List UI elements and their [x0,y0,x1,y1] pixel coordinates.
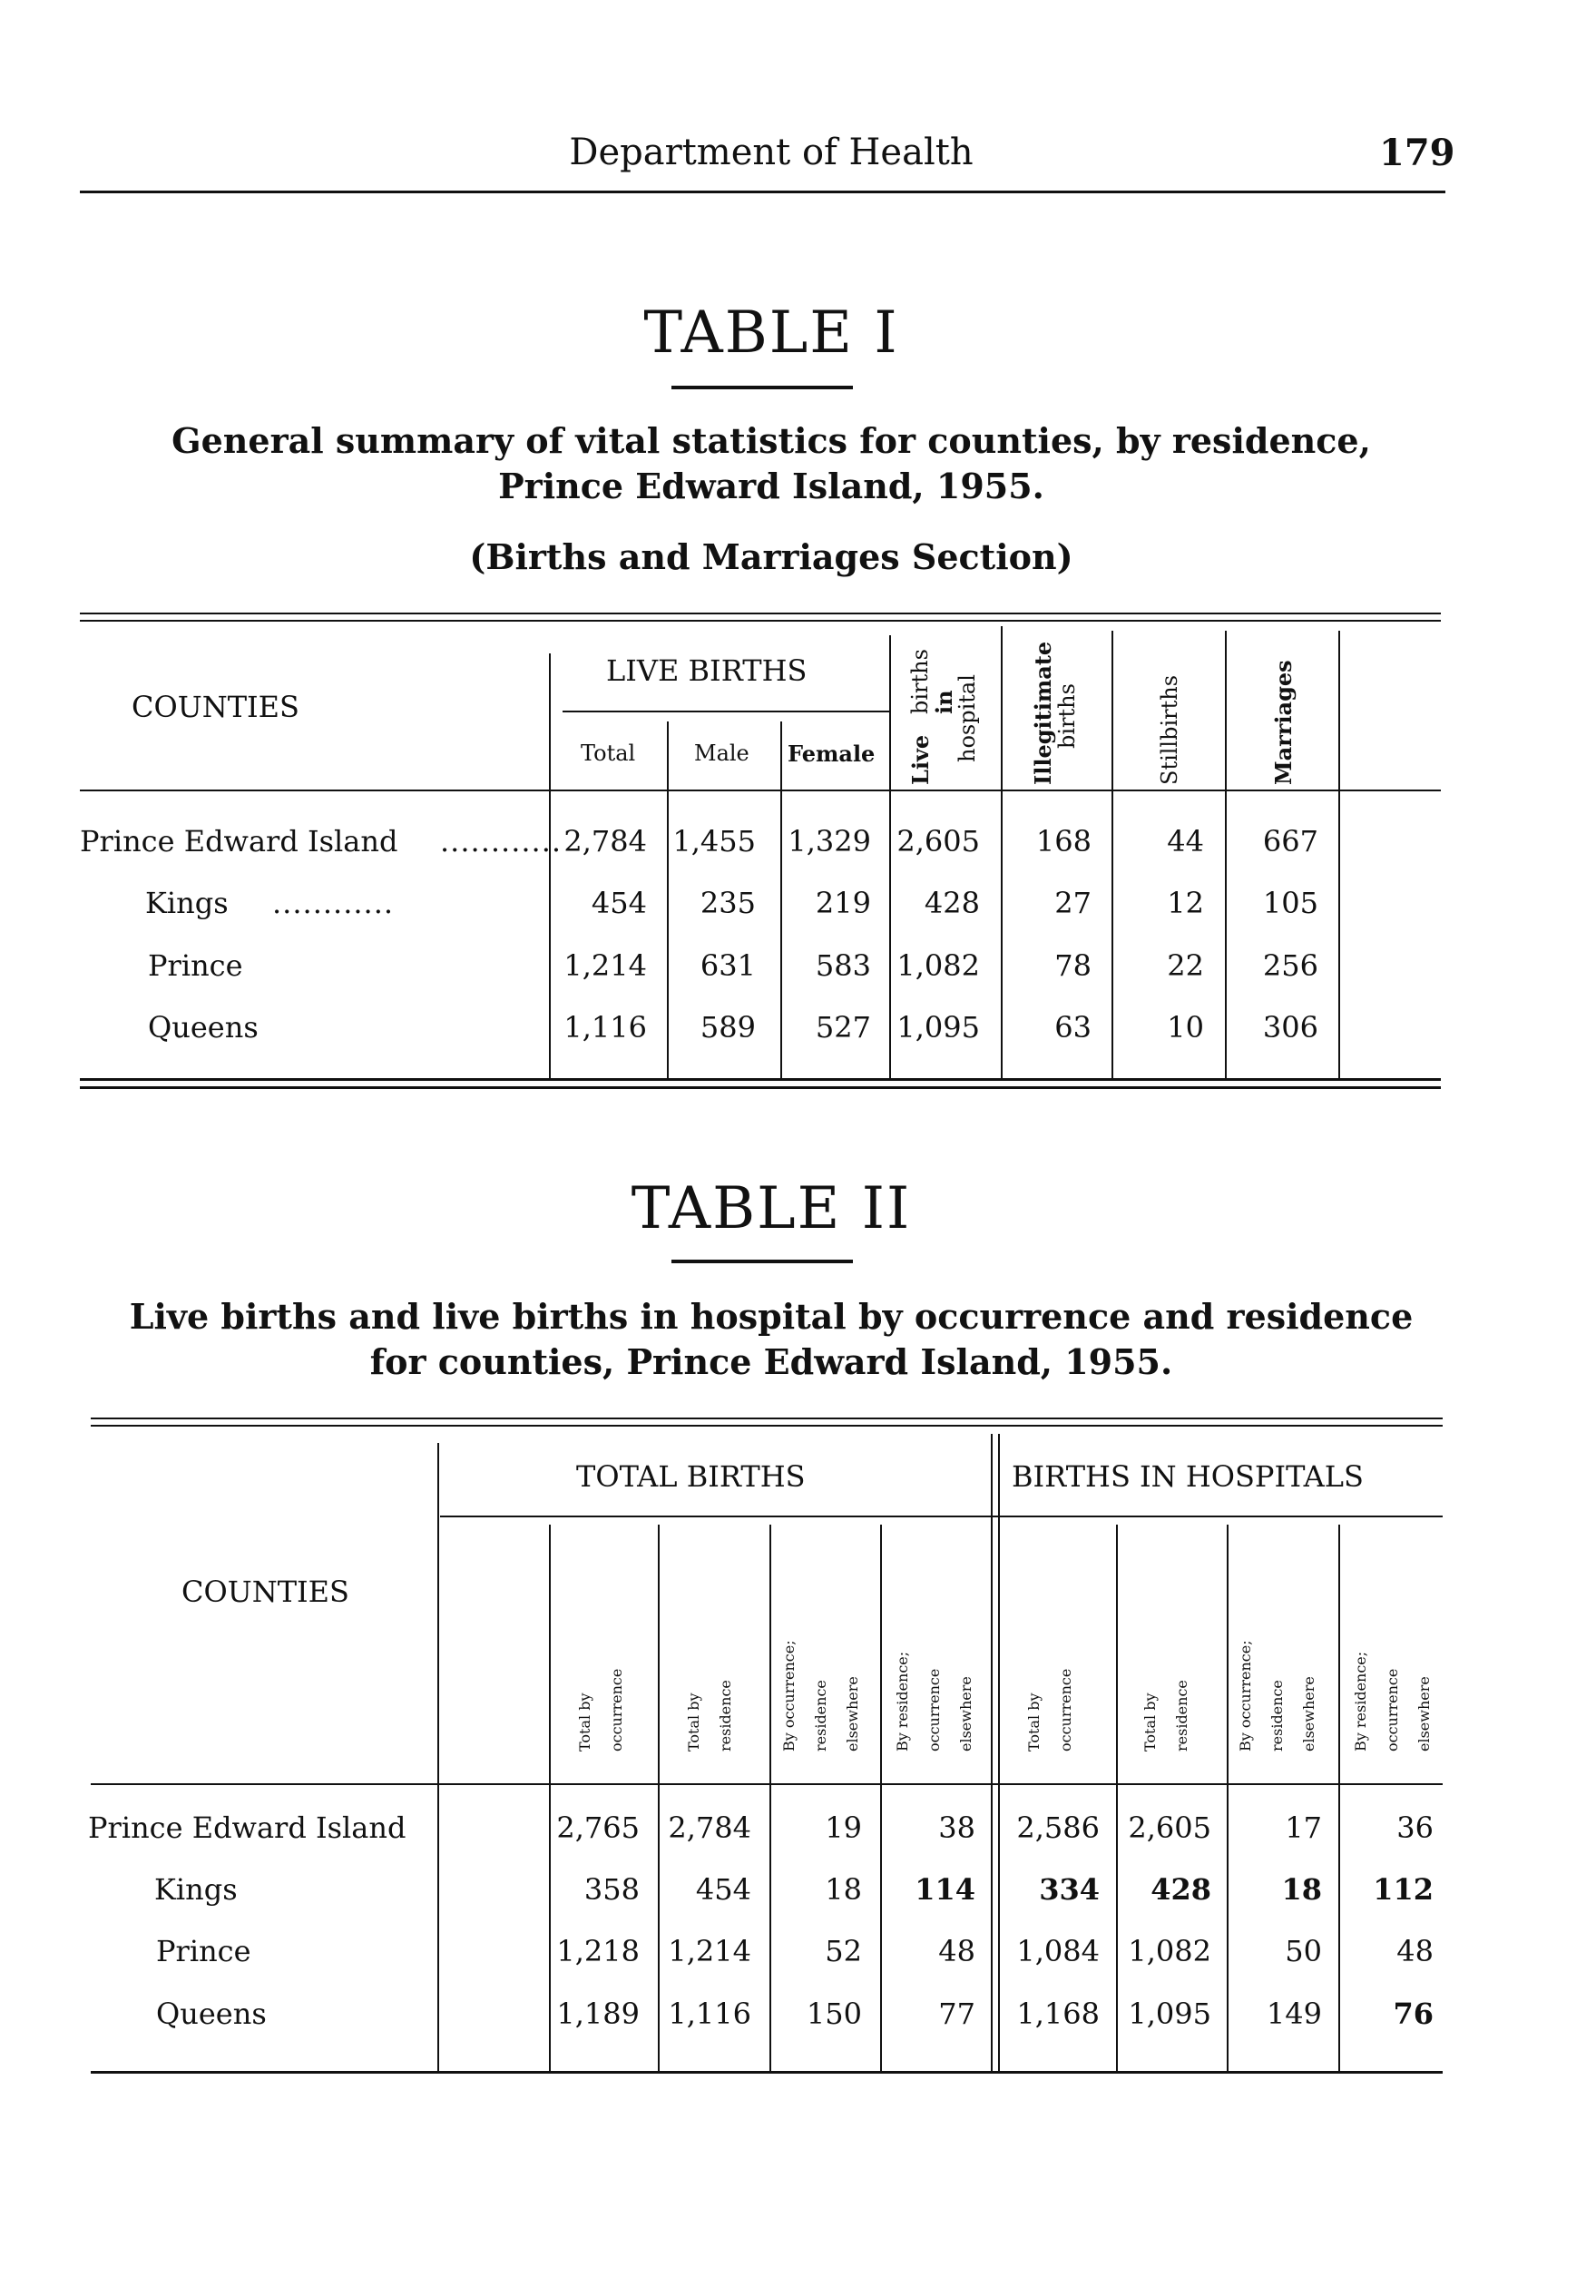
cell-total: 1,116 [563,1010,647,1045]
cell-value: 1,218 [556,1934,640,1968]
cell-hosp: 2,605 [896,824,980,859]
subcol-line: residence [1173,1680,1190,1751]
cell-male: 235 [700,886,756,920]
cell-value: 1,084 [1016,1934,1100,1968]
table1-live-births-rule [563,711,889,712]
subcol-line: By residence; [1352,1651,1369,1751]
cell-hosp: 1,082 [896,948,980,983]
row-name: Kings [145,886,229,920]
cell-hosp: 428 [924,886,980,920]
table2-vrule [1338,1525,1340,2071]
table2-vrule [991,1434,993,2071]
table2-title-rule [671,1260,853,1263]
table1-col-hosp-c: in [931,690,957,714]
table1-col-female: Female [788,741,876,767]
cell-value: 112 [1373,1872,1434,1907]
table2-vrule [998,1434,1000,2071]
cell-value: 114 [915,1872,975,1907]
table1-title-rule [671,386,853,389]
cell-value: 1,189 [556,1997,640,2031]
table2-caption-line2: for counties, Prince Edward Island, 1955. [369,1341,1173,1382]
table1-bottom-rule-1 [80,1078,1441,1081]
table2-header-bottom-rule [91,1783,1443,1785]
table1-bottom-rule-2 [80,1086,1441,1089]
cell-male: 589 [700,1010,756,1045]
subcol-line: elsewhere [1415,1676,1433,1751]
cell-value: 18 [825,1872,862,1907]
cell-marr: 667 [1262,824,1318,859]
table2-vrule [549,1525,551,2071]
table1-col-total: Total [581,741,636,766]
table2-vrule [1116,1525,1118,2071]
table2-vrule [437,1443,439,2071]
subcol-line: Total by [576,1693,593,1751]
table1-col-male: Male [694,741,749,766]
page-header-title: Department of Health [569,132,974,173]
cell-still: 10 [1167,1010,1204,1045]
table1-col-hosp-d: hospital [955,674,980,762]
subcol-line: elsewhere [1300,1676,1317,1751]
cell-marr: 256 [1262,948,1318,983]
subcol-line: elsewhere [957,1676,974,1751]
cell-value: 50 [1285,1934,1322,1968]
cell-marr: 105 [1262,886,1318,920]
cell-value: 52 [825,1934,862,1968]
cell-value: 36 [1396,1810,1434,1845]
cell-value: 1,095 [1128,1997,1211,2031]
table2-top-rule-2 [91,1425,1443,1427]
table2-vrule [1227,1525,1229,2071]
table1-caption-line2: Prince Edward Island, 1955. [498,466,1044,506]
cell-total: 1,214 [563,948,647,983]
table2-top-rule-1 [91,1418,1443,1419]
cell-value: 2,605 [1128,1810,1211,1845]
cell-value: 76 [1393,1997,1434,2031]
cell-female: 219 [815,886,871,920]
cell-value: 77 [938,1997,975,2031]
table1-vrule [1338,631,1340,1080]
cell-still: 22 [1167,948,1204,983]
cell-illeg: 168 [1035,824,1092,859]
cell-total: 2,784 [563,824,647,859]
cell-value: 1,214 [668,1934,751,1968]
table1-col-illeg-a: Illegitimate [1030,641,1056,785]
page-number: 179 [1379,132,1455,174]
table2-group-births-in-hospitals: BIRTHS IN HOSPITALS [1012,1459,1364,1494]
table1-title: TABLE I [643,299,899,367]
row-name: Prince [148,948,243,983]
cell-male: 1,455 [672,824,756,859]
table1-col-counties: COUNTIES [132,690,299,724]
table2-col-counties: COUNTIES [181,1575,349,1609]
cell-value: 2,765 [556,1810,640,1845]
header-rule [80,191,1445,193]
table1-col-illeg-b: births [1054,683,1080,749]
subcol-line: elsewhere [844,1676,861,1751]
table1-col-hosp-a: Live [907,734,934,785]
subcol-line: By occurrence; [780,1640,798,1751]
cell-illeg: 78 [1054,948,1092,983]
subcol-line: residence [812,1680,829,1751]
cell-value: 48 [938,1934,975,1968]
cell-still: 44 [1167,824,1204,859]
cell-value: 454 [695,1872,751,1907]
row-leader-dots: ............ [272,886,395,920]
row-name: Prince Edward Island [80,824,398,859]
row-name: Prince Edward Island [88,1810,406,1845]
table1-col-still: Stillbirths [1157,674,1182,785]
table1-top-rule-2 [80,620,1441,622]
row-name: Prince [156,1934,251,1968]
subcol-line: occurrence [1384,1668,1401,1751]
cell-total: 454 [591,886,647,920]
cell-illeg: 63 [1054,1010,1092,1045]
table1-col-hosp-b: births [907,649,933,714]
subcol-line: occurrence [608,1668,625,1751]
row-name: Queens [156,1997,267,2031]
table2-vrule [880,1525,882,2071]
subcol-line: residence [717,1680,734,1751]
cell-value: 38 [938,1810,975,1845]
subcol-line: By residence; [894,1651,911,1751]
cell-value: 334 [1039,1872,1100,1907]
table1-caption-line1: General summary of vital statistics for counties, by residence, [171,420,1371,461]
table2-vrule [769,1525,771,2071]
cell-value: 2,784 [668,1810,751,1845]
cell-value: 428 [1150,1872,1211,1907]
subcol-line: residence [1268,1680,1286,1751]
cell-female: 527 [815,1010,871,1045]
cell-value: 358 [583,1872,640,1907]
subcol-line: Total by [1141,1693,1159,1751]
cell-female: 583 [815,948,871,983]
cell-value: 1,082 [1128,1934,1211,1968]
table2-title: TABLE II [631,1175,912,1242]
cell-value: 150 [806,1997,862,2031]
cell-marr: 306 [1262,1010,1318,1045]
subcol-line: By occurrence; [1237,1640,1254,1751]
subcol-line: Total by [685,1693,702,1751]
row-leader-dots: ............ [440,824,563,859]
table1-subcaption: (Births and Marriages Section) [469,536,1073,577]
cell-value: 149 [1266,1997,1322,2031]
cell-value: 2,586 [1016,1810,1100,1845]
cell-value: 17 [1285,1810,1322,1845]
cell-value: 48 [1396,1934,1434,1968]
table2-bottom-rule [91,2071,1443,2074]
cell-still: 12 [1167,886,1204,920]
table1-top-rule-1 [80,613,1441,614]
subcol-line: occurrence [1057,1668,1074,1751]
cell-value: 1,168 [1016,1997,1100,2031]
table1-group-live-births: LIVE BIRTHS [606,653,808,688]
cell-value: 1,116 [668,1997,751,2031]
cell-illeg: 27 [1054,886,1092,920]
subcol-line: occurrence [925,1668,943,1751]
table2-group-rule [440,1516,1443,1517]
row-name: Queens [148,1010,259,1045]
table2-caption-line1: Live births and live births in hospital by occurrence and residence [129,1296,1414,1337]
cell-female: 1,329 [788,824,871,859]
table2-group-total-births: TOTAL BIRTHS [576,1459,806,1494]
table2-vrule [658,1525,660,2071]
row-name: Kings [154,1872,238,1907]
table1-header-bottom-rule [80,790,1441,791]
cell-value: 19 [825,1810,862,1845]
cell-male: 631 [700,948,756,983]
cell-value: 18 [1281,1872,1322,1907]
table1-col-marr: Marriages [1270,660,1297,785]
cell-hosp: 1,095 [896,1010,980,1045]
subcol-line: Total by [1025,1693,1043,1751]
